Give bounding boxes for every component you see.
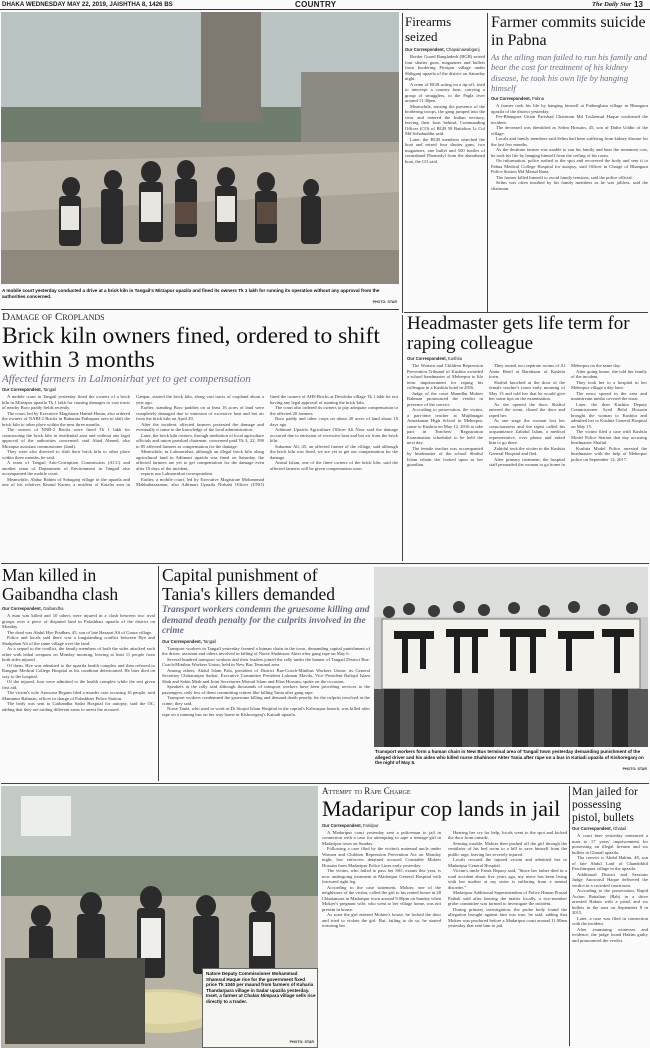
gaibandha-para: The body was sent to Gaibandha Sadar Hospital for autopsy, said the OC, adding that they are raiding different areas to arrest the accused. <box>2 701 155 712</box>
madaripur-para: Victim's uncle Faruk Bepary said, "Since her father died in a road accident about five years ago, my niece has been living with her mother at my sister is suffering from a mental disorder." <box>448 868 567 890</box>
brick-headline: Brick kiln owners fined, ordered to shift within 3 months <box>2 323 380 373</box>
farmer-body <box>491 103 648 191</box>
brick-body <box>2 394 398 559</box>
madaripur-para: Madaripur Additional Superintendent of Police Himan Prasad Pathak said after hearing the matter locally, a two-member probe committee was formed to investigate the incident. <box>448 890 567 906</box>
headmaster-para: The victim filed a case with Kushtia Model Police Station that day accusing headmaster Shafiul. <box>571 429 647 445</box>
headmaster-para: Judge of the court Mamdhu Mokter Rahman pronounced the verdict in presence of the convict. <box>407 390 483 407</box>
pistol-body <box>572 833 648 943</box>
farmer-byline-label: Our Correspondent, <box>491 96 531 102</box>
madaripur-para: Locals rescued the injured victim and admitted her to Madaripur General Hospital. <box>448 857 567 868</box>
gaibandha-headline: Man killed in Gaibandha clash <box>2 566 119 604</box>
brick-deck: Affected farmers in Lalmonirhat yet to get compensation <box>2 373 251 385</box>
tania-deck: Transport workers condemn the gruesome killing and demand death penalty for the culprits involved in the crime <box>162 605 370 637</box>
brick-kicker: Damage of Croplands <box>2 311 105 323</box>
gaibandha-para: Of them, Hye was admitted to the upazila health complex and then referred to Rangpur Medical College Hospital as his condition deteriorated. He later died on way to the hospital. <box>2 662 155 679</box>
gaibandha-byline-place: Gaibandha <box>42 606 64 611</box>
madaripur-kicker: Attempt to Rape Charge <box>322 786 411 796</box>
tania-para: Speakers at the rally said although thousands of transport workers have been providing services to the passengers, only few of them committing crimes like killing Tania after gang rape. <box>162 684 370 695</box>
brick-para: Sukumar Ali, 45, an affected farmer of the village, said although the brick kiln was fined, we are yet to get our compensation for the damage. <box>270 443 398 460</box>
headmaster-para: Zahidul took the victim to the Kushtia General Hospital and fled. <box>489 445 565 456</box>
headmaster-para: Shafiul knocked at the door of the female teacher's room early morning of May 13 and told her that he would give her some tips on the examination. <box>489 379 565 401</box>
farmer-para: A farmer took his life by hanging himself at Pathurghata village in Bhangura upazila of the district yesterday. <box>491 103 648 114</box>
story-pistol <box>572 786 648 1046</box>
brick-para: Later, the brick kiln owners, through mediation of local agriculture officials and union parishad chairman, concerned paid Tk 3, 22, 390 to 85 affected farmers as compensation for the damage. <box>136 432 264 449</box>
gaibandha-para: Of the injured, four were admitted to the health complex while the rest given first aid. <box>2 679 155 690</box>
headmaster-headline: Headmaster gets life term for raping colleague <box>407 314 630 354</box>
masthead-date: DHAKA WEDNESDAY MAY 22, 2019, JAISHTHA 8, 1426 BS <box>2 1 173 8</box>
story-gaibandha <box>2 566 155 781</box>
madaripur-byline-label: Our Correspondent, <box>322 822 362 828</box>
story-farmer-suicide <box>491 14 648 310</box>
gaibandha-body <box>2 613 155 712</box>
gaibandha-para: The victim's wife Anowara Begum filed a murder case accusing 16 people, said Mamunur Rahman, officer in charge of Palashbari Police Station. <box>2 690 155 701</box>
masthead <box>0 0 650 10</box>
tania-para: Several hundred transport workers and their leaders joined the rally under the banner of Tangail District Bus-Coach-Minibus Workers Union, held in New Bus Terminal area. <box>162 656 370 668</box>
tania-para: Among others, Abdul Islam Pala, president of District Bus-Coach-Minibus Workers Union; its General Secretary Chittaranjan Sarkar, Executive Committee President Lokman Mavila, Vice President Rafiqul Islam Shah and Sahin Miah and Joint Secretaries Moinul Islam and Elias Hossain, spoke on the occasion. <box>162 667 370 684</box>
pistol-byline-place: Ghatail <box>612 826 627 832</box>
headmaster-para: The news spread in the area and mainstream media covered the issue. <box>571 390 647 401</box>
pistol-para: According to the prosecution, Rapid Action Battalion (Rab) in a drive arrested Hakim with a pistol and six bullets in the area on September 8 in 2015. <box>572 888 648 916</box>
madaripur-para: Sensing trouble, Mokter then pushed off the girl through the ventilator of his bed room to a hill to save himself from the public rage, leaving her severely injured. <box>448 840 567 857</box>
madaripur-body <box>322 830 567 1030</box>
headmaster-byline <box>407 356 647 361</box>
tania-body <box>162 646 370 718</box>
brick-para: Boro paddy and other crops on about 20 acres of land about 10 days ago. <box>270 416 398 427</box>
farmer-headline: Farmer commits suicide in Pabna <box>491 14 646 49</box>
gaibandha-para: As a sequel to the conflict, the family members of both the sides attacked each other with lethal weapons on Monday morning, leaving at least 11 people from both sides injured. <box>2 646 155 662</box>
farmer-para: On information, police rushed to the spot and recovered the body and sent it to Pabna Medical College Hospital for autopsy, said Officer in Charge of Bhangura Police Station Md Masud Rana. <box>491 158 648 175</box>
tania-byline-label: Our Correspondent, <box>162 638 202 644</box>
tania-headline: Capital punishment of Tania's killers demanded <box>162 566 335 604</box>
headmaster-para: After going home, she told her family of the incident. <box>571 368 647 379</box>
madaripur-para: A Madaripur court yesterday sent a policeman to jail in connection with a case for attempting to rape a teenage girl in Madaripur town on Sunday. <box>322 829 441 846</box>
farmer-para: The deceased was identified as Selim Hossain, 45, son of Dabir Uddin of the village. <box>491 125 648 136</box>
brick-para: The owners of NNB-2 Bricks were fined Tk 1 lakh for constructing the brick kiln in residential area and without any legal approval of the authorities concerned, said Ahad Ahmed, also Mirzapur assistant commissioner (land). <box>2 427 130 449</box>
farmer-para: Selim was often insulted by his family members as he was jobless, said the chairman. <box>491 180 648 191</box>
human-chain-photo-caption: Transport workers form a human chain in New Bus terminal area of Tangail town yesterday demanding punishment of the alleged driver and his aides who killed nurse Shahinoor Akter Tania after rape on a bus in Katiadi upazila of Kishoreganj on the night of May 6. <box>375 749 644 766</box>
brick-para: A team of Tangail Anti-Corruption Commission (ACC) and another team of Department of Environment in Tangail also accompanied the mobile court. <box>2 460 130 476</box>
farmer-para: Locals and family members said Selim had been suffering from kidney disease for the last few months. <box>491 136 648 147</box>
pistol-para: Later, a case was filed in connection with the incident. <box>572 915 648 927</box>
headmaster-para: The Women and Children Repression Prevention Tribunal of Kushtia awarded a school headmaster of Meherpur to life term imprisonment for raping his colleague in a Kushtia hotel in 2016. <box>407 363 483 390</box>
headmaster-byline-label: Our Correspondent, <box>407 356 447 361</box>
pistol-byline-label: Our Correspondent, <box>572 826 612 832</box>
tania-para: Nurse Tania, who used to work at Dr Sirajul Islam Hospital in the capital's Kalwarpar branch, was killed after rape on a running bus on her way home in Kishoreganj's Katiadi upazila. <box>162 706 370 717</box>
gaibandha-byline <box>2 606 155 611</box>
masthead-page-number: 13 <box>634 0 643 9</box>
firearms-para: Border Guard Bangladesh (BGB) seized four shutter guns, magazines and bullets from bordering Piroipur village under Shibganj upazila of the district on Saturday night. <box>405 54 485 81</box>
pistol-para: The convict is Abdul Hakim, 48, son of late Abdul Latif of Chandokhil Paschimpara village in the upazila. <box>572 855 648 872</box>
brick-para: They were also directed to shift their brick kiln to other place within three months, he said. <box>2 449 130 460</box>
pistol-para: After examining witnesses and evidence, the judge found Hakim guilty and pronounced the verdict. <box>572 926 648 943</box>
story-headmaster <box>407 314 647 560</box>
story-madaripur <box>322 786 567 1046</box>
brick-para: Meanwhile, Abdur Rahim of Sobaganj village in the upazila and one of his relatives Rezaul Karim, a resident of Katalia area in Ganpur, started the brick kiln, along vast tracts of cropland about a year ago. <box>2 394 264 487</box>
human-chain-photo <box>374 567 648 747</box>
story-firearms-seized <box>405 14 485 310</box>
madaripur-para: According to the case statement, Mokter, one of the neighbours of the victim, called the girl to his rented house in 28 Chhatamora in Madaripur town around 9.00pm on Sunday when Mokter's pregnant wife, who went to her village home, was not present in house. <box>322 884 441 912</box>
farmer-para: As the destitute farmer was unable to run his family and bear the treatment cost, he took his life by hanging himself from the ceiling of his room. <box>491 147 648 158</box>
headmaster-para: According to prosecution, the victim, a part-time teacher at Mujibnagar Amrakanan High School in Meherpur, came to Kushtia on May 12, 2016 to take part in Teachers' Registration Examination scheduled to be held the next day. <box>407 407 483 445</box>
story-tania <box>162 566 370 781</box>
madaripur-para: Following a case filed by the victim's maternal uncle under Women and Children Repression Prevention Act on Monday night, law enforcers detained accused Constable Mokter Hossain from Madaripur Police Lines early yesterday. <box>322 846 441 868</box>
brick-para: Meanwhile, in Lalmonirhat, although an illegal brick kiln along agricultural land in Aditmari upazila was fined on Saturday, the affected farmers are yet to get compensation for the damage even after 10 days of the incident, <box>136 449 264 471</box>
firearms-body <box>405 54 485 164</box>
headmaster-para: After primary treatment, the hospital staff persuaded the woman to go home in Meherpur on the same day. <box>489 363 621 467</box>
brick-kiln-photo <box>1 12 399 284</box>
gaibandha-para: The dead was Abdul Hye Pradhan, 45, son of late Hazarat Ali of Gaura village. <box>7 629 153 635</box>
human-chain-photo-credit: PHOTO: STAR <box>622 767 647 771</box>
brick-para: Aditmari Upazila Agriculture Officer Ali Noor said the damage occurred due to emission of excessive heat and hot air from the brick kiln. <box>270 427 398 443</box>
brick-kiln-photo-caption: A mobile court yesterday conducted a drive at a brick kiln in Tangail's Mirzapur upazila and fined its owners Tk 1 lakh for running its operation without any approval from the authorities concerned. <box>2 288 380 299</box>
pistol-para: Additional District and Sessions Judge Anowarul Haque delivered the verdict in a crowded courtroom. <box>572 871 648 888</box>
farmer-byline <box>491 96 648 101</box>
pistol-para: A court here yesterday sentenced a man to 17 years' imprisonment for possessing an illegal firearm and six bullets in Ghatail upazila. <box>572 833 648 855</box>
headmaster-body <box>407 363 647 559</box>
headmaster-para: As she opened the door, Shafiul entered the room, closed the door and raped her. <box>489 401 565 418</box>
madaripur-para: The victim, who failed to pass her SSC exams this year, is now undergoing treatment at Madaripur General Hospital with fractured right leg. <box>322 868 441 884</box>
firearms-headline: Firearms seized <box>405 14 452 44</box>
firearms-byline-label: Our Correspondent, <box>405 47 445 52</box>
tania-para: Transport workers in Tangail yesterday formed a human chain in the town, demanding capital punishment of the driver, assistant and others involved in killing of Nurse Shahinoor Akter after gang rape on May 6. <box>162 645 370 657</box>
brick-byline-place: Tangail <box>42 387 57 392</box>
brick-para: A mobile court in Tangail yesterday fined the owners of a brick kiln in Mirzapur upazila Tk 1 lakh for causing damages to vast tracts of nearby Boro paddy fields recently. <box>2 394 130 410</box>
tania-byline-place: Tangail <box>202 638 217 644</box>
tania-byline <box>162 639 370 644</box>
brick-byline <box>2 387 398 392</box>
headmaster-para: The female teacher was accompanied by headmaster of the school Shafiul Islam whom she looked upon as her guardian. <box>407 445 483 467</box>
headmaster-byline-place: Kushtia <box>447 356 462 361</box>
firearms-para: A team of BGB acting on a tip-off, tried to intercept a country boat, carrying a group of smugglers, to the Pagla river around 11.30pm. <box>405 81 485 103</box>
madaripur-byline-place: Faridpur <box>362 822 379 828</box>
madaripur-byline <box>322 823 567 828</box>
firearms-byline-place: Chapainawabganj <box>445 47 480 52</box>
madaripur-para: As soon the girl entered Mokter's house, he locked the door and tried to violate the girl. But, failing to do so, he started torturing her. <box>322 912 441 928</box>
pistol-headline: Man jailed for possessing pistol, bullets <box>572 786 638 824</box>
firearms-byline <box>405 47 485 52</box>
madaripur-headline: Madaripur cop lands in jail <box>322 796 561 821</box>
masthead-section: COUNTRY <box>295 0 337 9</box>
pistol-byline <box>572 826 648 831</box>
madaripur-para: During primary investigation, the probe body found the allegation brought against him was true, he said, adding that Mokter was produced before a Madaripur court around 11.00am yesterday that sent him to jail. <box>448 906 567 928</box>
brick-para: The court also ordered its owners to pay adequate compensation to the affected 20 farmers. <box>270 405 398 416</box>
headmaster-para: At one stage the woman lost her consciousness and the rapist called his acquaintance Zahidul Islam, a medical representative, over phone and asked him to go there. <box>489 418 565 445</box>
headmaster-para: Later, the then Kushtia Deputy Commissioner Syed Belal Hossain brought the woman to Kushtia and admitted her to Kushtia General Hospital on May 15. <box>571 401 647 429</box>
story-brick-kiln <box>2 311 398 561</box>
gaibandha-para: Police and locals said there was a longstanding conflict between Hye and Shahjahan Ali of the same village over the land. <box>2 635 155 646</box>
brick-kiln-photo-credit: PHOTO: STAR <box>372 300 397 304</box>
brick-para: Earlier, standing Boro paddies on at least 16 acres of land were completely damaged due to emission of excessive heat and hot air from the brick kiln on April 29. <box>136 405 264 421</box>
headmaster-para: They rented two separate rooms of Al Amin Hotel at Barabazar of Kushtia town. <box>489 363 565 379</box>
brick-para: After the incident, affected farmers protested the damage and eventually it came to the knowledge of the local administration. <box>136 421 264 432</box>
brick-para: Earlier, a mobile court, led by Executive Magistrate Mohammad Mahbubazzaman, also Aditmari Upazila Nirbahi Officer (UNO) fined the owners of AHS Bricks at Dewdoba village Tk 1 lakh for not having any legal approval of running the brick kiln. <box>136 394 398 487</box>
rice-photo-inset-box <box>202 968 318 1048</box>
brick-byline-label: Our Correspondent, <box>2 387 42 392</box>
masthead-brand: The Daily Star <box>592 1 632 8</box>
madaripur-para: Hearing her cry for help, locals went to the spot and kicked the door from outside. <box>448 829 567 840</box>
brick-para: Anisul Islam, one of the three owners of the brick kiln, said the affected farmers will be given compensation soon. <box>270 460 398 471</box>
gaibandha-para: A man was killed and 10 others were injured in a clash between two rival groups over a piece of disputed land in Palashbari upazila of the district on Monday. <box>2 613 155 629</box>
rice-procurement-photo-caption: Natore Deputy Commissioner Mohammad Shamsul Haque rice for the government fixed price Tk 1040 per maund from farmers of Kaharia Thandarpara village in Sadar upazila yesterday. Inset, a farmer at Chalan Nimpara village sells rice directly to a trader. <box>206 971 316 1004</box>
gaibandha-byline-label: Our Correspondent, <box>2 606 42 611</box>
rice-procurement-photo-credit: PHOTO: STAR <box>289 1040 314 1044</box>
tania-para: Transport workers condemned the gruesome killing and demand death penalty for the culprits involved in the crime, they said. <box>162 695 370 706</box>
headmaster-para: Kushtia Model Police arrested the headmaster with the help of Meherpur police on September 13, 2017. <box>571 445 647 462</box>
farmer-byline-place: Pabna <box>531 96 545 102</box>
farmer-para: Per-Bhangura Union Parishad Chairman Md Toslaemul Haque confirmed the incident. <box>491 114 648 125</box>
farmer-deck: As the ailing man failed to run his family and bear the cost for treatment of his kidney disease, he took his own life by hanging himself <box>491 52 647 93</box>
firearms-para: Meanwhile, sensing the presence of the bordering troops, the gang jumped into the river and entered the Indian territory, leaving their boat behind, Commanding Officer (CO) of BGB 59 Battalion Lt Col Md Sohabuddin said. <box>405 103 485 136</box>
headmaster-para: They took her to a hospital in her Meherpur village a day later. <box>571 379 647 390</box>
farmer-para: The farmer killed himself to avoid family tensions, said the police official. <box>496 174 633 180</box>
brick-para: The court, led by Executive Magistrate Hamid Hasan, also ordered the owners of NABI-2 Bricks in Baharata Pathapara area to shift the brick kiln to other place within the next three months. <box>2 410 130 427</box>
brick-para: reports our Lalmonirhat correspondent. <box>141 471 214 476</box>
firearms-para: Later, the BGB members searched the boat and seized four shutter guns, two magazines, one bullet and 500 bottles of contraband Phensedyl from the abandoned boat, the CO said. <box>405 136 485 164</box>
